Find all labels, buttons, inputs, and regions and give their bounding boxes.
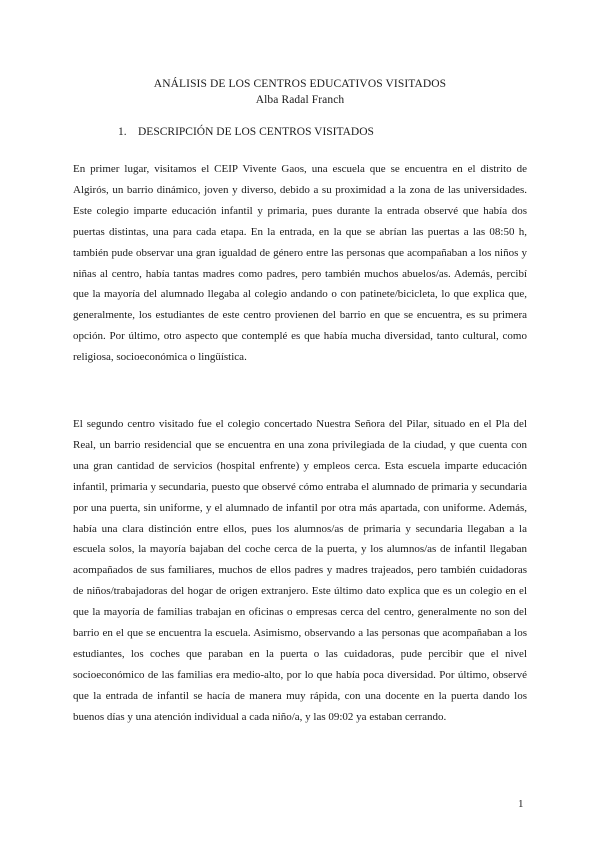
document-author: Alba Radal Franch xyxy=(255,94,345,106)
document-title: ANÁLISIS DE LOS CENTROS EDUCATIVOS VISITADOS xyxy=(153,78,447,90)
page-number: 1 xyxy=(518,798,524,810)
section-heading xyxy=(118,124,374,140)
paragraph-1: En primer lugar, visitamos el CEIP Vivente Gaos, una escuela que se encuentra en el distrito de Algirós, un barrio dinámico, joven y diverso, debido a su proximidad a la zona de las universidades. Este colegio imparte educación infantil y primaria, pues durante la entrada observé que había dos puertas distintas, una para cada etapa. En la entrada, en la que se abrían las puertas a las 08:50 h, también pude observar una gran igualdad de género entre las personas que acompañaban a los niños y niñas al centro, había tantas madres como padres, pero también muchos abuelos/as. Además, percibí que la mayoría del alumnado llegaba al colegio andando o con patinete/bicicleta, lo que explica que, generalmente, los estudiantes de este centro provienen del barrio en que se encuentra, es su primera opción. Por último, otro aspecto que contemplé es que había mucha diversidad, tanto cultural, como religiosa, socioeconómica o lingüística. xyxy=(73,163,527,364)
section-number: 1. xyxy=(118,126,127,138)
paragraph-2: El segundo centro visitado fue el colegio concertado Nuestra Señora del Pilar, situado en el Pla del Real, un barrio residencial que se encuentra en una zona privilegiada de la ciudad, y que cuenta con una gran cantidad de servicios (hospital enfrente) y empleos cerca. Esta escuela imparte educación infantil, primaria y secundaria, puesto que observé cómo entraba el alumnado de primaria y secundaria por una puerta, sin uniforme, y el alumnado de infantil por otra más apartada, con uniforme. Además, había una clara distinción entre ellos, pues los alumnos/as de primaria y secundaria llegaban a la escuela solos, la mayoría bajaban del coche cerca de la puerta, y los alumnos/as de infantil llegaban acompañados de sus familiares, muchos de ellos padres y madres trajeados, pero también cuidadoras de niños/trabajadoras del hogar de origen extranjero. Este último dato explica que es un colegio en el que la mayoría de familias trabajan en oficinas o empresas cerca del centro, generalmente no son del barrio en el que se encuentra la escuela. Asimismo, observando a las personas que acompañaban a los estudiantes, los coches que paraban en la puerta o las cuidadoras, pude percibir que el nivel socioeconómico de las familias era medio-alto, por lo que había poca diversidad. Por último, observé que la entrada de infantil se hacía de manera muy rápida, con una docente en la puerta dando los buenos días y una atención individual a cada niño/a, y las 09:02 ya estaban cerrando. xyxy=(73,418,527,723)
section-heading-text: DESCRIPCIÓN DE LOS CENTROS VISITADOS xyxy=(138,126,374,138)
